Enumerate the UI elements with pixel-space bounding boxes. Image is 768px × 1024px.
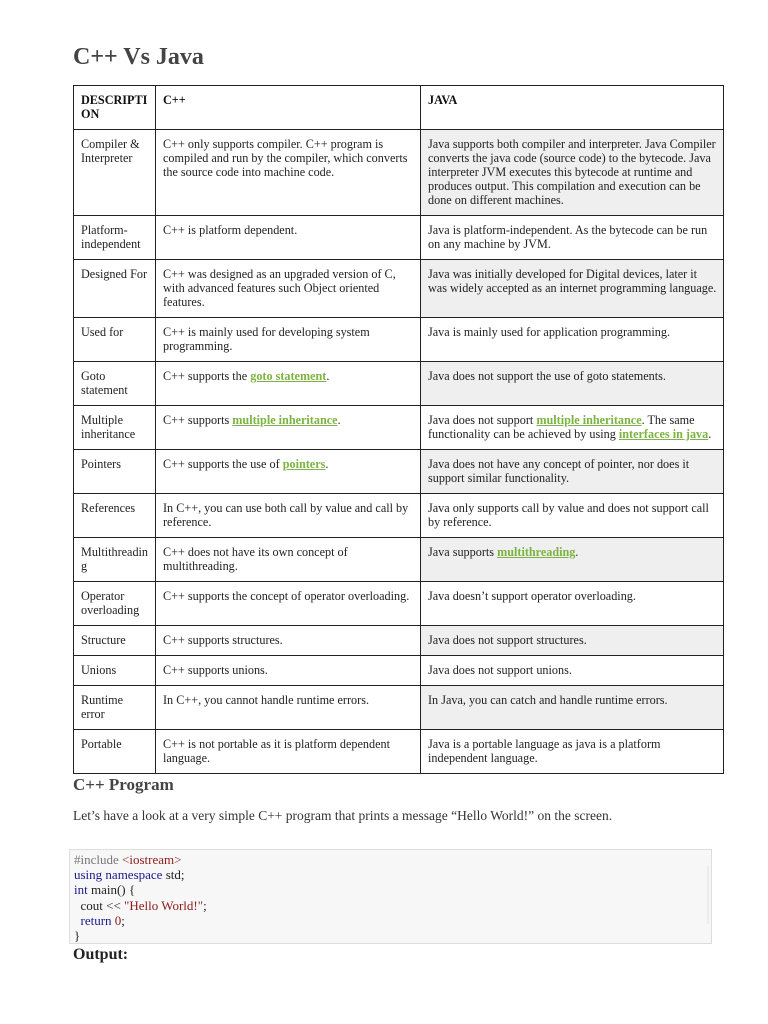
document-page [73,40,723,964]
row-java [421,406,724,450]
code-line [74,913,711,928]
interfaces-in-java-link[interactable]: interfaces in java [618,427,709,441]
page-title: C++ Vs Java [73,44,204,70]
row-description: Used for [74,318,156,362]
number-token: 0 [114,912,122,928]
table-row [74,216,724,260]
code-scrollbar[interactable] [707,866,709,924]
row-cpp: C++ does not have its own concept of multithreading. [156,538,421,582]
table-row [74,494,724,538]
row-cpp: C++ is platform dependent. [156,216,421,260]
multithreading-link[interactable]: multithreading [497,545,576,559]
table-row [74,626,724,656]
text: C++ supports the [163,369,251,383]
row-java: Java doesn’t support operator overloading. [421,582,724,626]
row-cpp: In C++, you cannot handle runtime errors. [156,686,421,730]
row-cpp: C++ only supports compiler. C++ program is compiled and run by the compiler, which converts the source code into machine code. [156,130,421,216]
code-text: std; [162,867,185,883]
header-java: JAVA [421,86,724,130]
row-java: Java does not support structures. [421,626,724,656]
table-row [74,538,724,582]
code-line [74,882,711,897]
header-cpp: C++ [156,86,421,130]
row-description: Structure [74,626,156,656]
row-description: Operator overloading [74,582,156,626]
code-text: ; [121,912,125,928]
text: . [325,457,329,471]
code-text: ; [203,897,207,913]
row-java: Java supports both compiler and interpreter. Java Compiler converts the java code (source code) to the bytecode. Java interpreter JVM executes this bytecode at runtime and produces output. This compilation and execution can be done on different machines. [421,130,724,216]
code-line [74,867,711,882]
row-cpp: C++ is mainly used for developing system programming. [156,318,421,362]
row-description: Runtime error [74,686,156,730]
row-cpp: C++ supports structures. [156,626,421,656]
row-cpp [156,406,421,450]
row-description: References [74,494,156,538]
row-description: Goto statement [74,362,156,406]
code-block [69,849,712,944]
row-cpp [156,450,421,494]
text: . [575,545,579,559]
code-line [74,852,711,867]
row-java: Java was initially developed for Digital devices, later it was widely accepted as an internet programming language. [421,260,724,318]
multiple-inheritance-link[interactable]: multiple inheritance [232,413,338,427]
table-row [74,362,724,406]
output-heading: Output: [73,946,129,963]
include-header-token: <iostream> [122,852,182,867]
row-description: Platform-independent [74,216,156,260]
text: Java supports [428,545,498,559]
table-row [74,450,724,494]
row-java: Java is a portable language as java is a platform independent language. [421,730,724,774]
row-cpp: C++ supports unions. [156,656,421,686]
row-java: Java is platform-independent. As the bytecode can be run on any machine by JVM. [421,216,724,260]
row-cpp: C++ supports the concept of operator overloading. [156,582,421,626]
row-description: Designed For [74,260,156,318]
row-description: Compiler & Interpreter [74,130,156,216]
table-row [74,318,724,362]
text: . [708,427,712,441]
multiple-inheritance-link[interactable]: multiple inheritance [536,413,642,427]
text: C++ supports [163,413,233,427]
text: C++ supports the use of [163,457,283,471]
row-java: Java only supports call by value and does not support call by reference. [421,494,724,538]
row-java: Java does not support unions. [421,656,724,686]
comparison-table [73,85,724,774]
row-cpp: C++ was designed as an upgraded version of C, with advanced features such Object oriented features. [156,260,421,318]
table-header-row [74,86,724,130]
code-text: main() { [87,882,136,898]
pointers-link[interactable]: pointers [282,457,326,471]
row-java: Java does not have any concept of pointer, nor does it support similar functionality. [421,450,724,494]
section-heading: C++ Program [73,775,174,794]
code-line [74,898,711,913]
string-token: "Hello World!" [124,897,204,913]
text: . [337,413,341,427]
text: . The same functionality can be achieved by using [428,413,695,441]
row-description: Pointers [74,450,156,494]
header-description: DESCRIPTION [74,86,156,130]
row-java [421,538,724,582]
intro-paragraph: Let’s have a look at a very simple C++ program that prints a message “Hello World!” on the screen. [73,808,613,823]
keyword-token: int [74,882,88,898]
row-cpp [156,362,421,406]
row-java: Java does not support the use of goto statements. [421,362,724,406]
table-row [74,686,724,730]
keyword-token: using namespace [74,867,163,883]
code-text: } [74,927,81,943]
table-row [74,260,724,318]
table-row [74,582,724,626]
code-text: cout << [74,897,125,913]
keyword-token: return [80,912,112,928]
row-java: In Java, you can catch and handle runtime errors. [421,686,724,730]
table-row [74,406,724,450]
text: Java does not support [428,413,537,427]
row-cpp: C++ is not portable as it is platform dependent language. [156,730,421,774]
table-row [74,130,724,216]
row-cpp: In C++, you can use both call by value and call by reference. [156,494,421,538]
row-java: Java is mainly used for application programming. [421,318,724,362]
table-row [74,656,724,686]
preprocessor-token: #include [74,852,119,867]
row-description: Multithreading [74,538,156,582]
goto-statement-link[interactable]: goto statement [250,369,327,383]
code-line [74,928,711,943]
row-description: Unions [74,656,156,686]
row-description: Multiple inheritance [74,406,156,450]
table-row [74,730,724,774]
row-description: Portable [74,730,156,774]
text: . [326,369,330,383]
